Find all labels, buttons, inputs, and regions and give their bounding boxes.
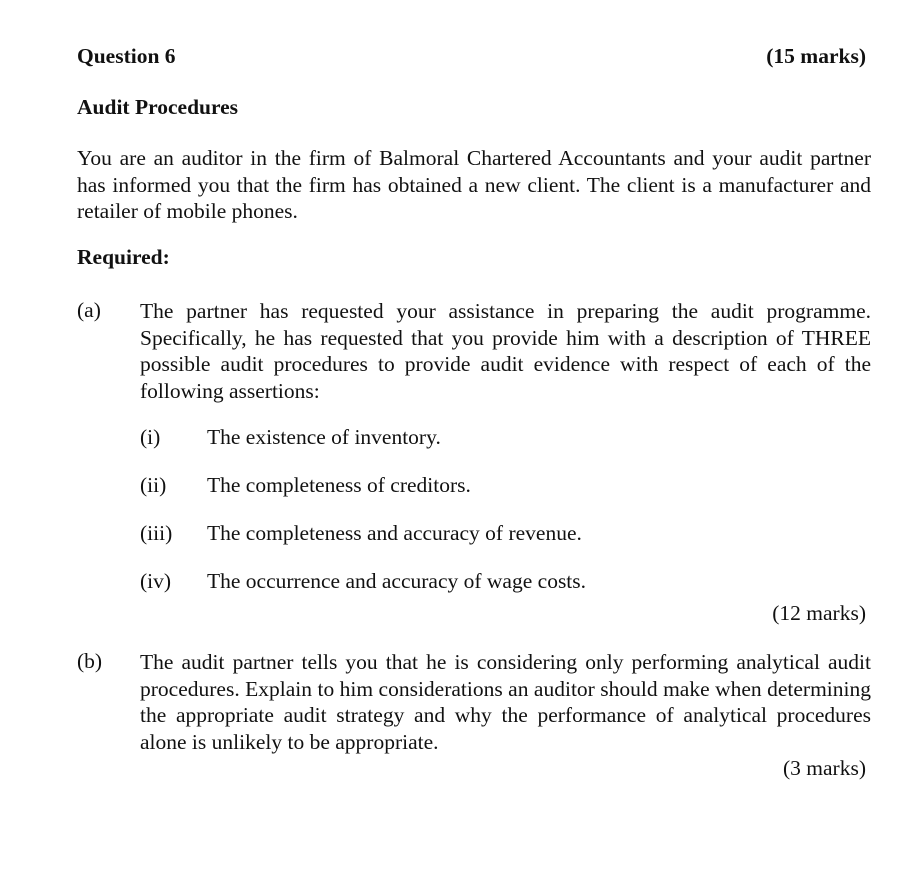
question-total-marks: (15 marks) bbox=[766, 44, 866, 68]
part-b-label: (b) bbox=[77, 649, 103, 673]
part-a-text: The partner has requested your assistance in preparing the audit programme. Specifically, he has requested that you provide him with a description of THREE possible audit procedures to provide audit evidence with respect of each of the following assertions: bbox=[140, 299, 871, 403]
part-a-label: (a) bbox=[77, 298, 101, 322]
part-a-item-label: (iii) bbox=[140, 521, 173, 545]
part-a-item-label: (iv) bbox=[140, 569, 172, 593]
part-b-marks: (3 marks) bbox=[783, 756, 866, 780]
required-label: Required: bbox=[77, 245, 170, 269]
section-title: Audit Procedures bbox=[77, 95, 239, 119]
intro-paragraph: You are an auditor in the firm of Balmoral Chartered Accountants and your audit partner has informed you that the firm has obtained a new client. The client is a manufacturer and retailer of mobile phones. bbox=[77, 146, 871, 223]
part-a-item-text: The completeness of creditors. bbox=[207, 473, 471, 497]
part-a-item-text: The completeness and accuracy of revenue. bbox=[207, 521, 582, 545]
part-a-item-label: (i) bbox=[140, 425, 161, 449]
part-a-item-text: The existence of inventory. bbox=[207, 425, 441, 449]
question-title: Question 6 bbox=[77, 44, 176, 68]
part-a-item-label: (ii) bbox=[140, 473, 167, 497]
question-header bbox=[77, 44, 866, 72]
part-a-marks: (12 marks) bbox=[772, 601, 866, 625]
part-b-text: The audit partner tells you that he is considering only performing analytical audit procedures. Explain to him considerations an auditor should make when determining the appropriate audit strategy and why the performance of analytical procedures alone is unlikely to be appropriate. bbox=[140, 650, 871, 754]
part-a-item-text: The occurrence and accuracy of wage costs. bbox=[207, 569, 587, 593]
